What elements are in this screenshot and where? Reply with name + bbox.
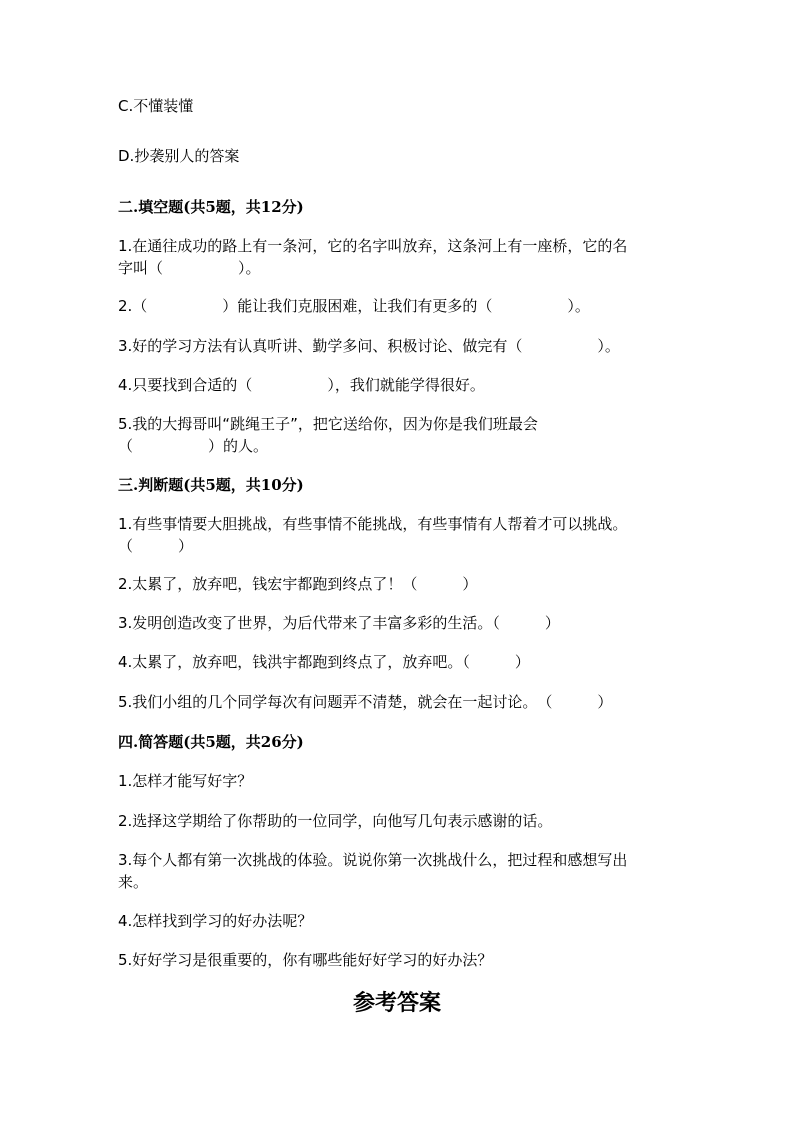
judge-question-3: 3.发明创造改变了世界，为后代带来了丰富多彩的生活。（ ） <box>118 614 560 632</box>
judge-question-1-line-2: （ ） <box>118 537 194 555</box>
answer-key-title: 参考答案 <box>352 990 441 1016</box>
section-3-heading: 三.判断题(共5题，共10分) <box>118 476 304 494</box>
section-4-heading: 四.简答题(共5题，共26分) <box>118 733 304 751</box>
fill-question-5-line-2: （ ）的人。 <box>118 437 269 455</box>
fill-question-1-line-1: 1.在通往成功的路上有一条河，它的名字叫放弃，这条河上有一座桥，它的名 <box>118 237 628 255</box>
fill-question-4: 4.只要找到合适的（ ），我们就能学得很好。 <box>118 376 485 394</box>
short-question-4: 4.怎样找到学习的好办法呢？ <box>118 912 313 930</box>
short-question-3-line-2: 来。 <box>118 873 149 891</box>
fill-question-3: 3.好的学习方法有认真听讲、勤学多问、积极讨论、做完有（ ）。 <box>118 337 620 355</box>
short-question-5: 5.好好学习是很重要的，你有哪些能好好学习的好办法？ <box>118 951 493 969</box>
judge-question-4: 4.太累了，放弃吧，钱洪宇都跑到终点了，放弃吧。（ ） <box>118 653 530 671</box>
judge-question-1-line-1: 1.有些事情要大胆挑战，有些事情不能挑战，有些事情有人帮着才可以挑战。 <box>118 515 628 533</box>
short-question-2: 2.选择这学期给了你帮助的一位同学，向他写几句表示感谢的话。 <box>118 812 553 830</box>
fill-question-1-line-2: 字叫（ ）。 <box>118 259 261 277</box>
judge-question-5: 5.我们小组的几个同学每次有问题弄不清楚，就会在一起讨论。 （ ） <box>118 693 613 711</box>
option-d: D.抄袭别人的答案 <box>118 147 240 165</box>
section-2-heading: 二.填空题(共5题，共12分) <box>118 198 304 216</box>
fill-question-2: 2.（ ）能让我们克服困难，让我们有更多的（ ）。 <box>118 297 590 315</box>
judge-question-2: 2.太累了，放弃吧，钱宏宇都跑到终点了！（ ） <box>118 575 478 593</box>
short-question-3-line-1: 3.每个人都有第一次挑战的体验。说说你第一次挑战什么，把过程和感想写出 <box>118 851 628 869</box>
option-c: C.不懂装懂 <box>118 97 194 115</box>
short-question-1: 1.怎样才能写好字？ <box>118 772 253 790</box>
fill-question-5-line-1: 5.我的大拇哥叫“跳绳王子”，把它送给你，因为你是我们班最会 <box>118 415 538 433</box>
